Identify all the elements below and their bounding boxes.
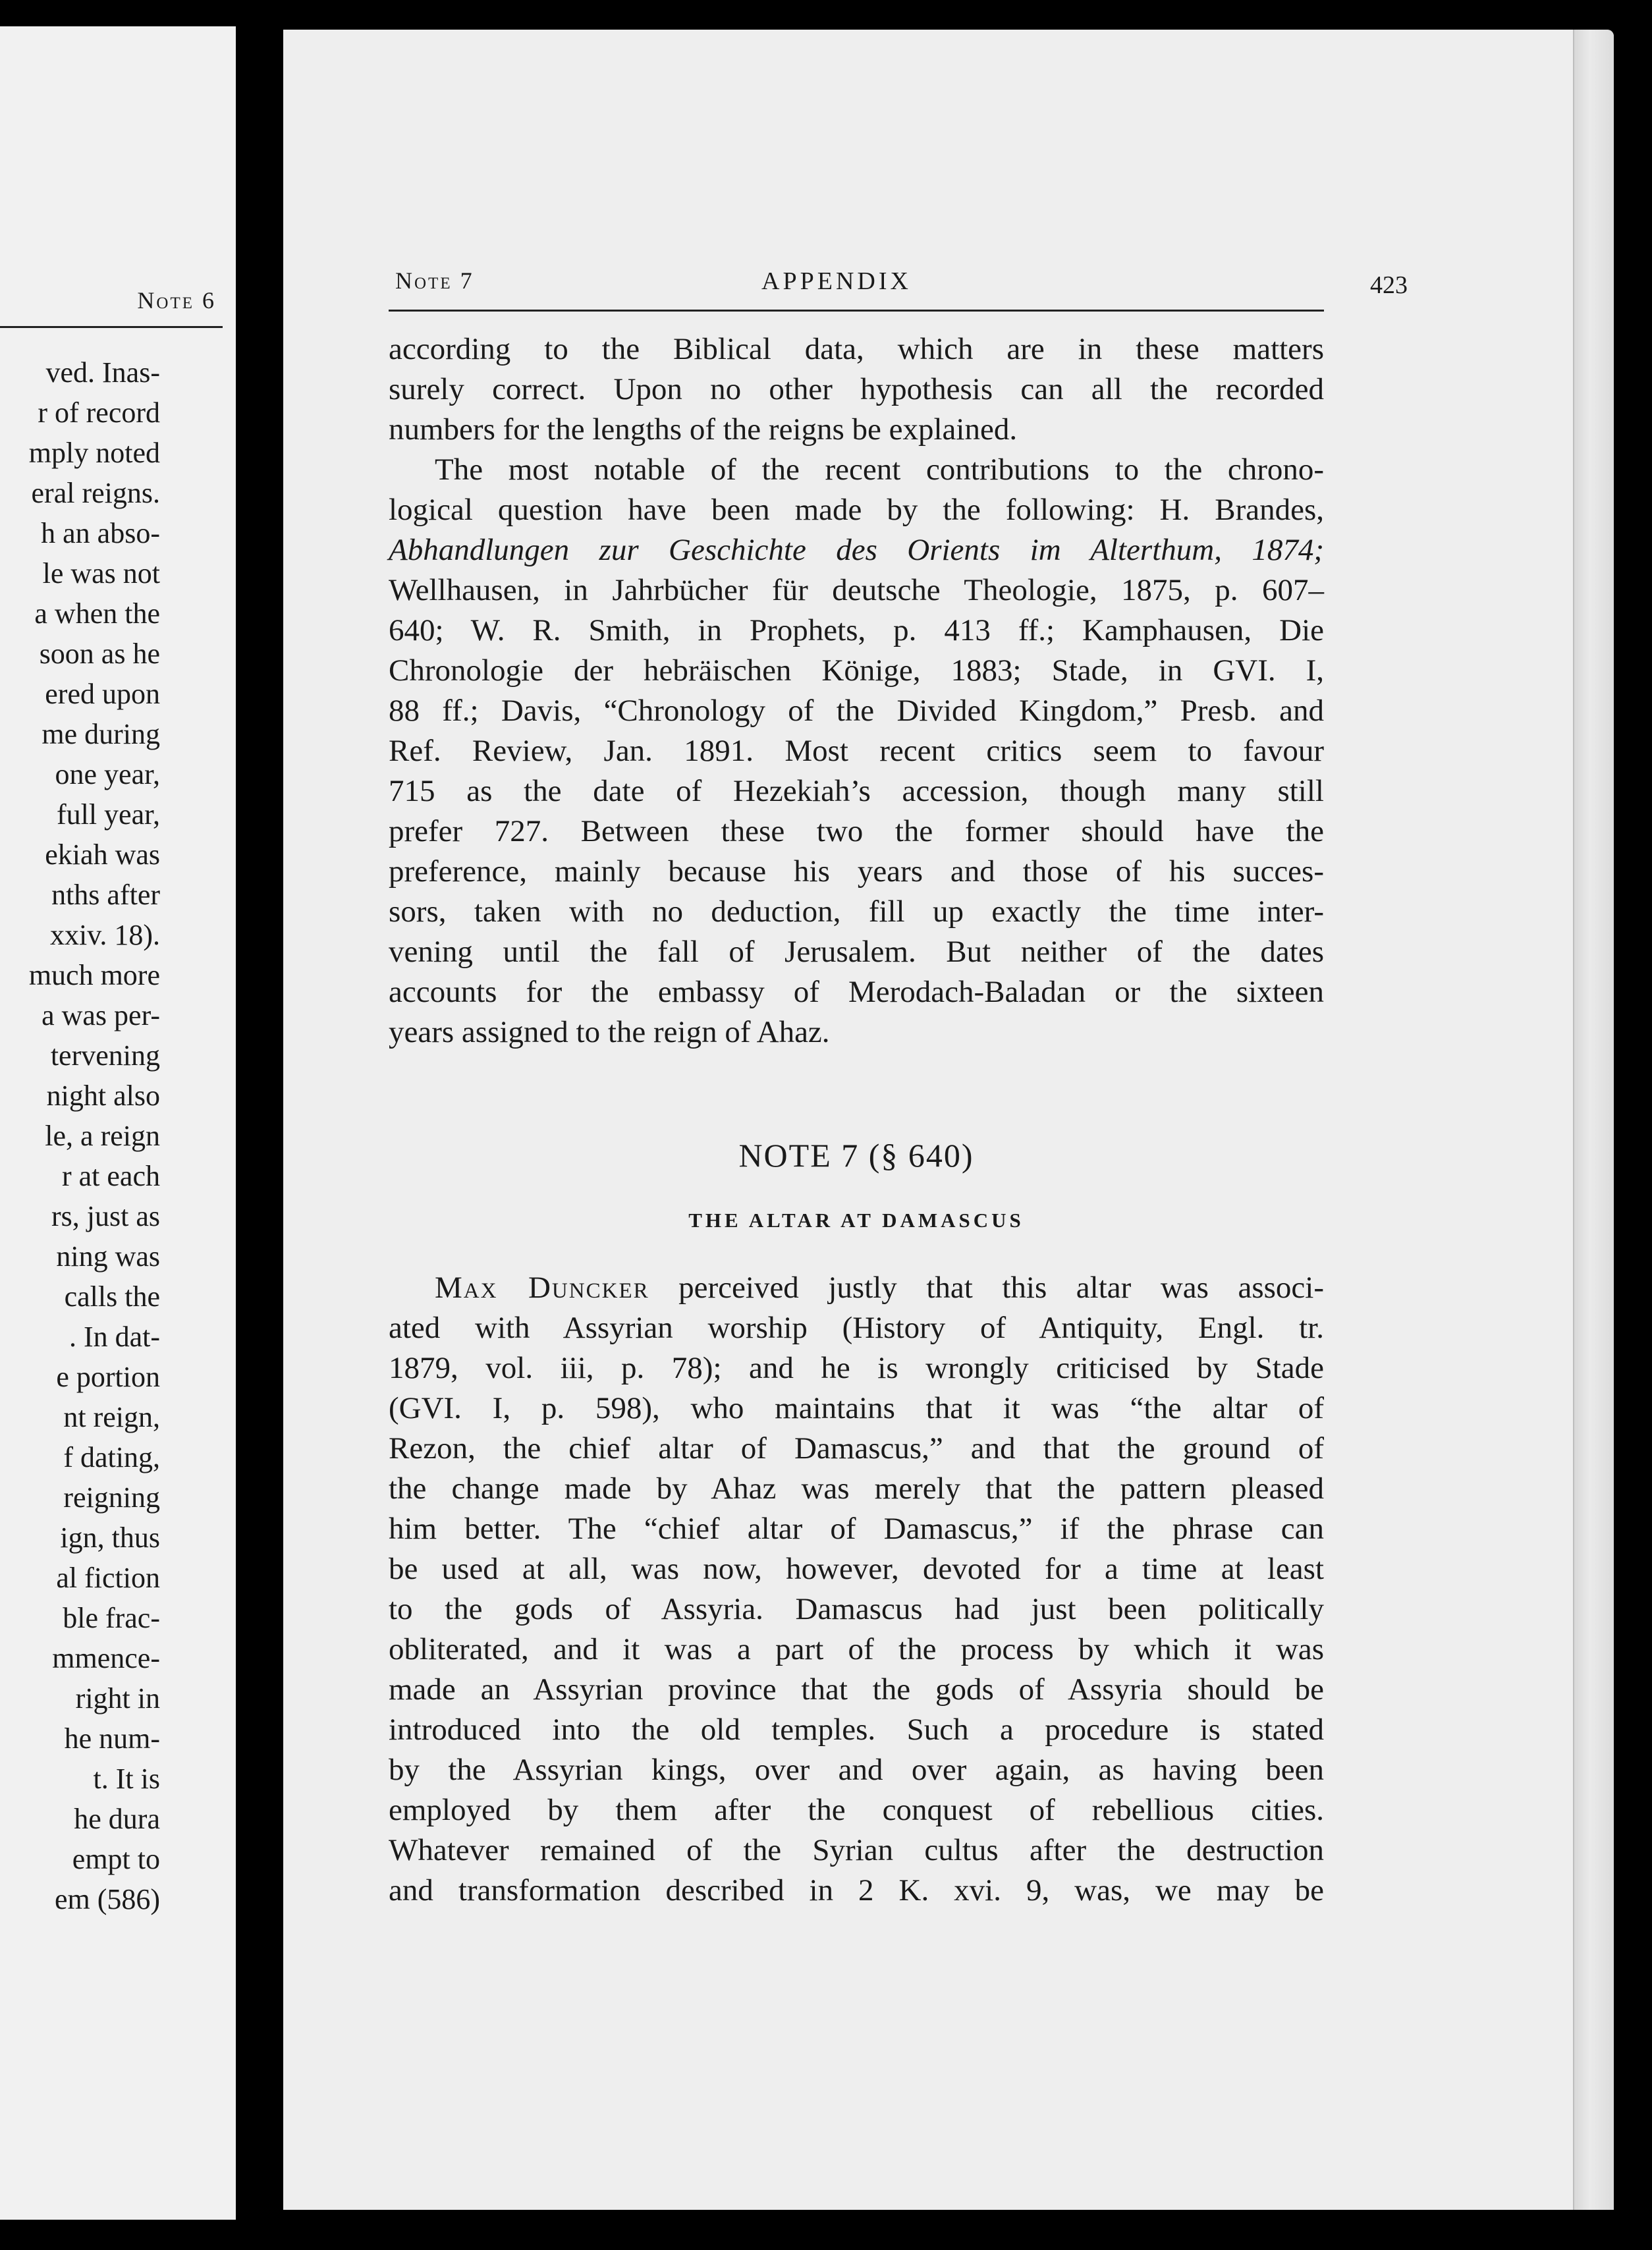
paragraph-1 (389, 329, 1324, 450)
running-head-note: Note 7 (395, 267, 474, 294)
author-name: Max Duncker (435, 1271, 649, 1305)
left-text-line: nths after (51, 879, 160, 911)
left-running-head: Note 6 (137, 287, 216, 314)
text-run: perceived justly that this altar was associ- (649, 1271, 1324, 1305)
text-line: Ref. Review, Jan. 1891. Most recent critics seem to favour (389, 734, 1324, 768)
left-text-line: le, a reign (45, 1120, 160, 1152)
left-text-line: r of record (38, 397, 160, 429)
left-text-line: r at each (62, 1160, 160, 1192)
left-text-line: ered upon (45, 678, 160, 710)
text-line: and transformation described in 2 K. xvi. 9, was, we may be (389, 1873, 1324, 1907)
text-line: vening until the fall of Jerusalem. But neither of the dates (389, 935, 1324, 969)
text-line: prefer 727. Between these two the former should have the (389, 814, 1324, 848)
text-line: employed by them after the conquest of rebellious cities. (389, 1793, 1324, 1827)
text-line: 640; W. R. Smith, in Prophets, p. 413 ff.; Kamphausen, Die (389, 613, 1324, 647)
book-spine (236, 0, 283, 2250)
left-text-line: mply noted (28, 437, 160, 469)
left-text-line: ble frac- (63, 1602, 160, 1634)
text-line: according to the Biblical data, which are in these matters (389, 332, 1324, 366)
left-text-line: t. It is (93, 1763, 160, 1795)
left-text-line: empt to (72, 1843, 160, 1875)
text-line: obliterated, and it was a part of the process by which it was (389, 1632, 1324, 1666)
text-line: to the gods of Assyria. Damascus had just been politically (389, 1592, 1324, 1626)
left-text-line: he dura (74, 1803, 160, 1835)
text-line: introduced into the old temples. Such a procedure is stated (389, 1713, 1324, 1747)
left-text-line: ign, thus (60, 1522, 160, 1554)
text-line: accounts for the embassy of Merodach-Baladan or the sixteen (389, 975, 1324, 1009)
text-line: ated with Assyrian worship (History of Antiquity, Engl. tr. (389, 1311, 1324, 1345)
text-line (389, 1268, 1324, 1308)
text-line: by the Assyrian kings, over and over again, as having been (389, 1753, 1324, 1787)
left-text-line: xxiv. 18). (49, 919, 160, 951)
left-text-line: he num- (64, 1722, 160, 1755)
text-line: numbers for the lengths of the reigns be explained. (389, 412, 1018, 447)
left-text-line: le was not (42, 557, 160, 590)
left-text-line: reigning (63, 1481, 160, 1514)
text-line: 1879, vol. iii, p. 78); and he is wrongly criticised by Stade (389, 1351, 1324, 1385)
left-text-line: full year, (56, 798, 160, 831)
note-subtitle: THE ALTAR AT DAMASCUS (688, 1209, 1024, 1232)
text-line: (GVI. I, p. 598), who maintains that it was “the altar of (389, 1391, 1324, 1425)
paragraph-3 (389, 1268, 1324, 1911)
text-line: 715 as the date of Hezekiah’s accession, though many still (389, 774, 1324, 808)
text-line: Abhandlungen zur Geschichte des Orients im Alterthum, 1874; (389, 533, 1324, 567)
left-text-line: mmence- (52, 1642, 160, 1674)
text-line: preference, mainly because his years and those of his succes- (389, 854, 1324, 889)
text-line: surely correct. Upon no other hypothesis can all the recorded (389, 372, 1324, 406)
page-number: 423 (1370, 271, 1408, 299)
left-text-line: a was per- (41, 999, 160, 1031)
left-text-line: e portion (56, 1361, 160, 1393)
running-head (395, 267, 1607, 306)
left-text-line: . In dat- (69, 1321, 160, 1353)
paragraph-2 (389, 450, 1324, 1053)
left-text-line: much more (28, 959, 160, 991)
text-line: the change made by Ahaz was merely that the pattern pleased (389, 1471, 1324, 1506)
left-text-line: f dating, (63, 1441, 160, 1473)
text-line: Chronologie der hebräischen Könige, 1883; Stade, in GVI. I, (389, 653, 1324, 688)
left-page (0, 26, 238, 2220)
right-page (283, 30, 1614, 2210)
left-text-line: tervening (50, 1039, 160, 1072)
running-head-title: APPENDIX (761, 267, 912, 295)
text-line: 88 ff.; Davis, “Chronology of the Divided Kingdom,” Presb. and (389, 694, 1324, 728)
text-line: Rezon, the chief altar of Damascus,” and that the ground of (389, 1431, 1324, 1466)
text-line: be used at all, was now, however, devoted for a time at least (389, 1552, 1324, 1586)
text-line: Wellhausen, in Jahrbücher für deutsche Theologie, 1875, p. 607– (389, 573, 1324, 607)
left-text-line: one year, (55, 758, 160, 790)
left-text-line: eral reigns. (31, 477, 160, 509)
left-text-line: soon as he (39, 638, 160, 670)
left-text-line: ning was (56, 1240, 160, 1273)
header-rule (389, 310, 1324, 312)
left-header-rule (0, 326, 223, 328)
left-text-line: calls the (64, 1280, 160, 1313)
left-text-line: night also (46, 1080, 160, 1112)
note-title: NOTE 7 (§ 640) (738, 1137, 974, 1174)
left-text-line: a when the (34, 597, 160, 630)
left-text-line: right in (75, 1682, 160, 1715)
left-text-line: ekiah was (45, 838, 160, 871)
left-text-line: al fiction (56, 1562, 160, 1594)
text-line: made an Assyrian province that the gods of Assyria should be (389, 1672, 1324, 1707)
page-edge (1573, 30, 1614, 2210)
left-text-line: me during (41, 718, 160, 750)
left-text-line: ved. Inas- (45, 356, 160, 389)
text-line: Whatever remained of the Syrian cultus after the destruction (389, 1833, 1324, 1867)
left-text-line: rs, just as (51, 1200, 160, 1232)
text-line: sors, taken with no deduction, fill up exactly the time inter- (389, 894, 1324, 929)
text-line: logical question have been made by the following: H. Brandes, (389, 493, 1324, 527)
left-text-line: em (586) (54, 1883, 160, 1915)
text-line: him better. The “chief altar of Damascus,” if the phrase can (389, 1512, 1324, 1546)
left-text-line: nt reign, (63, 1401, 160, 1433)
text-line: years assigned to the reign of Ahaz. (389, 1015, 830, 1049)
left-page-text (0, 352, 160, 1919)
left-text-line: h an abso- (41, 517, 160, 549)
text-line: The most notable of the recent contributions to the chrono- (435, 453, 1324, 487)
